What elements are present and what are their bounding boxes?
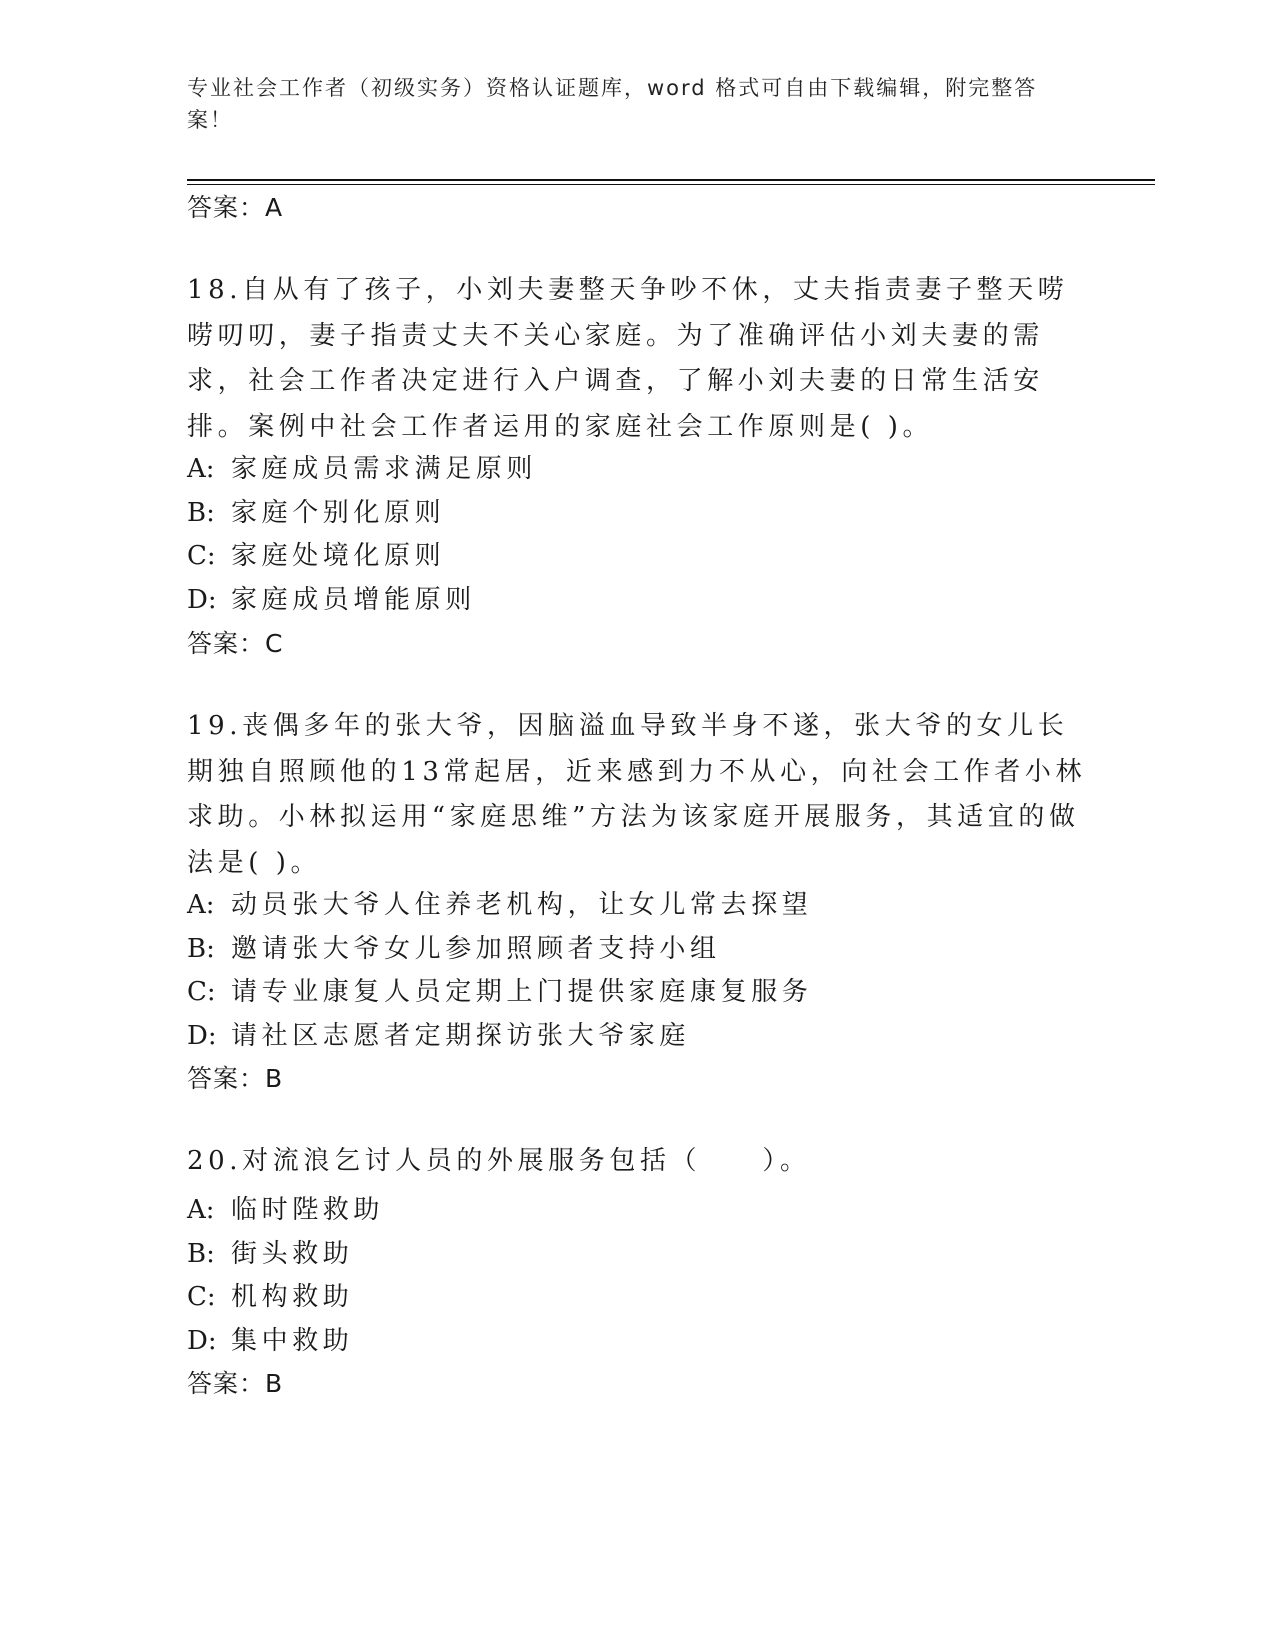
question-20-option-b <box>187 1233 353 1270</box>
option-text: 集中救助 <box>231 1326 354 1356</box>
option-letter: D: <box>187 585 217 615</box>
option-text: 家庭成员需求满足原则 <box>231 454 538 484</box>
question-18-option-b <box>187 492 445 529</box>
option-letter: C: <box>187 977 216 1007</box>
option-letter: B: <box>187 1239 215 1269</box>
question-20-option-c <box>187 1276 353 1313</box>
question-20-text: 20.对流浪乞讨人员的外展服务包括（ ）。 <box>187 1146 811 1176</box>
answer-19: 答案：B <box>187 1064 284 1093</box>
option-text: 邀请张大爷女儿参加照顾者支持小组 <box>231 934 721 964</box>
document-header: 专业社会工作者（初级实务）资格认证题库，word 格式可自由下载编辑，附完整答案！ <box>187 76 1038 132</box>
answer-17: 答案：A <box>187 193 284 222</box>
option-text: 家庭个别化原则 <box>231 498 446 528</box>
option-text: 街头救助 <box>231 1239 354 1269</box>
header-rule-thin <box>187 184 1155 185</box>
question-18-option-c <box>187 535 445 572</box>
answer-18: 答案：C <box>187 629 284 658</box>
question-20-option-d <box>187 1320 353 1357</box>
option-text: 请专业康复人员定期上门提供家庭康复服务 <box>231 977 813 1007</box>
question-19-option-c <box>187 971 812 1008</box>
question-19-option-d <box>187 1015 690 1052</box>
option-text: 家庭处境化原则 <box>231 541 446 571</box>
option-text: 动员张大爷人住养老机构，让女儿常去探望 <box>231 890 813 920</box>
question-20-option-a <box>187 1189 384 1226</box>
option-letter: B: <box>187 934 215 964</box>
question-18-option-a <box>187 448 537 485</box>
option-text: 机构救助 <box>231 1282 354 1312</box>
option-letter: A: <box>187 454 215 484</box>
question-19-option-b <box>187 928 721 965</box>
answer-20: 答案：B <box>187 1369 284 1398</box>
question-19-text: 19.丧偶多年的张大爷，因脑溢血导致半身不遂，张大爷的女儿长期独自照顾他的13常起居，近来感到力不从心，向社会工作者小林求助。小林拟运用“家庭思维”方法为该家庭开展服务，其适宜的做法是( )。 <box>187 711 1087 878</box>
question-19-option-a <box>187 884 812 921</box>
option-letter: A: <box>187 1195 215 1225</box>
option-letter: D: <box>187 1326 217 1356</box>
option-text: 请社区志愿者定期探访张大爷家庭 <box>231 1021 691 1051</box>
option-letter: C: <box>187 1282 216 1312</box>
option-text: 家庭成员增能原则 <box>231 585 476 615</box>
option-text: 临时陛救助 <box>231 1195 385 1225</box>
option-letter: C: <box>187 541 216 571</box>
option-letter: B: <box>187 498 215 528</box>
question-18-option-d <box>187 579 476 616</box>
option-letter: A: <box>187 890 215 920</box>
option-letter: D: <box>187 1021 217 1051</box>
header-rule-thick <box>187 179 1155 181</box>
question-18-text: 18.自从有了孩子，小刘夫妻整天争吵不休，丈夫指责妻子整天唠唠叨叨，妻子指责丈夫不关心家庭。为了准确评估小刘夫妻的需求，社会工作者决定进行入户调查，了解小刘夫妻的日常生活安排。案例中社会工作者运用的家庭社会工作原则是( )。 <box>187 275 1069 442</box>
